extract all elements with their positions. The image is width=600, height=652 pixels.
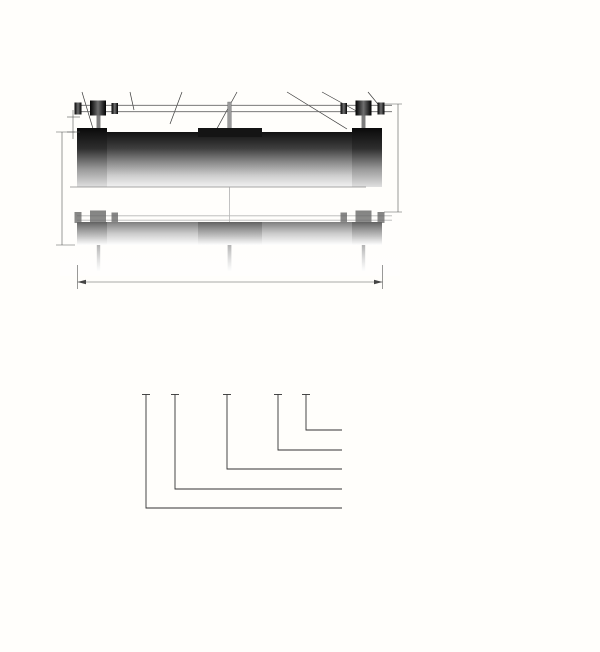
structure-diagram [30, 60, 470, 310]
liner-bar [198, 128, 262, 137]
shell-body [77, 132, 382, 187]
center-pin [228, 102, 232, 132]
right-pipe-end [352, 128, 382, 187]
leader-lines [82, 92, 382, 134]
expansion-joint-drawing [30, 60, 470, 310]
dim-l-arrow-right [374, 280, 383, 284]
left-pipe-end [77, 128, 107, 187]
code-breakdown-drawing [100, 372, 530, 537]
code-callout-lines [142, 395, 342, 509]
dim-l-arrow-left [78, 280, 87, 284]
product-code-example [100, 372, 530, 537]
reflection-fade [60, 188, 400, 276]
